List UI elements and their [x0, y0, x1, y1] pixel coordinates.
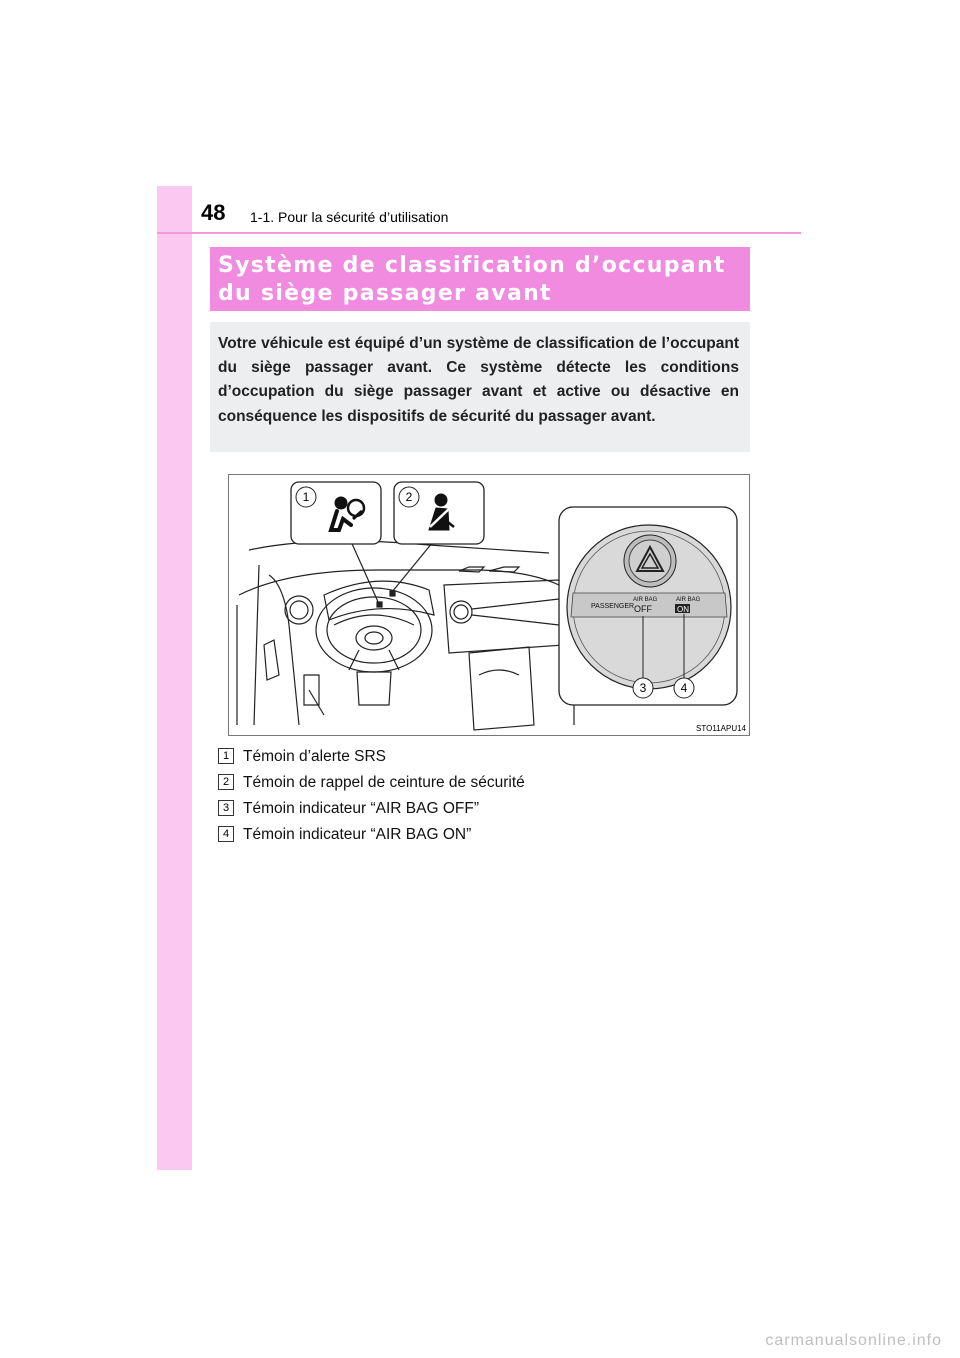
callout-2-label: 2: [405, 490, 413, 504]
side-tab-bar: [157, 186, 192, 1170]
callout-4-label: 4: [680, 681, 688, 695]
legend-item: [218, 772, 758, 798]
airbag-off-caption: AIR BAG: [633, 597, 658, 603]
airbag-off-indicator: OFF: [634, 604, 652, 614]
legend-number: 3: [218, 800, 234, 816]
legend-number: 1: [218, 748, 234, 764]
callout-3-label: 3: [639, 681, 647, 695]
legend-item: [218, 798, 758, 824]
legend-item: [218, 824, 758, 850]
callout-2-badge: [399, 487, 419, 507]
section-header: 1-1. Pour la sécurité d’utilisation: [250, 209, 449, 225]
legend-number: 2: [218, 774, 234, 790]
legend-number: 4: [218, 826, 234, 842]
callout-3-badge: [633, 678, 653, 698]
legend-text: Témoin d’alerte SRS: [243, 748, 387, 765]
page-number: 48: [201, 200, 226, 225]
callout-1-badge: [296, 487, 316, 507]
intro-text: Votre véhicule est équipé d’un système de classification de l’occupant du siège passager avant. Ce système détecte les conditions d’occupation du siège passager avant et active ou désactive en conséquence les dispositifs de sécurité du passager avant.: [218, 335, 739, 425]
dashboard-drawing: [229, 475, 749, 735]
legend-item: [218, 746, 758, 772]
legend-text: Témoin indicateur “AIR BAG OFF”: [243, 800, 480, 817]
figure-code: STO11APU14: [696, 724, 746, 733]
page-title: Système de classification d’occupant du siège passager avant: [218, 253, 726, 306]
callout-4-badge: [674, 678, 694, 698]
legend-text: Témoin indicateur “AIR BAG ON”: [243, 826, 472, 843]
intro-box: [210, 322, 750, 452]
passenger-label: PASSENGER: [591, 603, 635, 610]
watermark: carmanualsonline.info: [765, 1332, 942, 1349]
airbag-on-indicator: ON: [677, 605, 689, 614]
title-banner: [210, 247, 750, 311]
callout-1-label: 1: [302, 490, 310, 504]
legend-list: [218, 746, 758, 850]
header-divider: [157, 232, 801, 234]
airbag-on-caption: AIR BAG: [676, 597, 701, 603]
dashboard-illustration: [228, 474, 750, 736]
legend-text: Témoin de rappel de ceinture de sécurité: [243, 774, 525, 791]
